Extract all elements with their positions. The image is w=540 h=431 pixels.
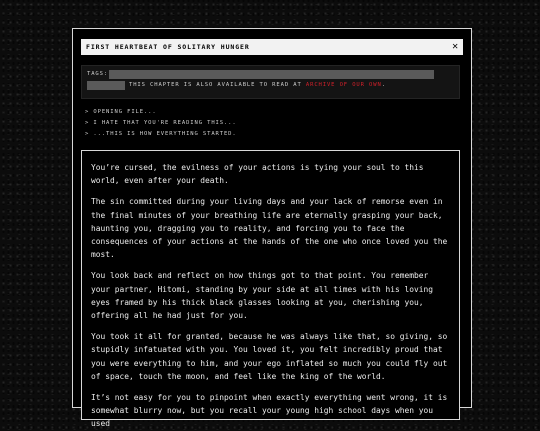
summary-line: > OPENING FILE...: [85, 109, 157, 115]
tags-field: [109, 70, 434, 79]
story-text-panel[interactable]: [81, 150, 460, 429]
availability-end: .: [381, 82, 386, 88]
window-titlebar: [81, 39, 463, 55]
story-paragraph: You took it all for granted, because he was always like that, so giving, so stupidly infatuated with you. You loved it, you felt incredibly proud that you were everything to him, and your ego inflated so much you could fly out of space, touch the moon, and feel like the king of the world.: [91, 332, 448, 381]
archive-link[interactable]: ARCHIVE OF OUR OWN: [305, 82, 382, 88]
story-paragraph: It’s not easy for you to pinpoint when exactly everything went wrong, it is somewhat blurry now, but you recall your young high school days when you used: [91, 393, 448, 429]
chapter-meta-panel: [81, 65, 460, 99]
availability-note: [129, 82, 386, 88]
summary-line: > I HATE THAT YOU'RE READING THIS...: [85, 120, 237, 126]
chapter-window: [72, 28, 472, 429]
tags-label: TAGS:: [87, 71, 109, 77]
close-icon[interactable]: ✕: [452, 41, 459, 52]
availability-marker: [87, 81, 125, 90]
story-paragraph: The sin committed during your living days and your lack of remorse even in the final minutes of your breathing life are eternally grasping your back, haunting you, dragging you to reality, and forcing you to face the consequences of your actions at the hands of the one who once loved you the most.: [91, 197, 448, 260]
availability-text: THIS CHAPTER IS ALSO AVAILABLE TO READ AT: [129, 82, 302, 88]
story-paragraph: You’re cursed, the evilness of your actions is tying your soul to this world, even after your death.: [91, 163, 424, 186]
window-title: FIRST HEARTBEAT OF SOLITARY HUNGER: [86, 43, 250, 51]
chapter-summary: [85, 107, 237, 140]
summary-line: > ...THIS IS HOW EVERYTHING STARTED.: [85, 131, 237, 137]
story-paragraph: You look back and reflect on how things got to that point. You remember your partner, Hitomi, standing by your side at all times with his loving eyes framed by his thick black glasses looking at you, cherishing you, offering all he had just for you.: [91, 271, 434, 321]
